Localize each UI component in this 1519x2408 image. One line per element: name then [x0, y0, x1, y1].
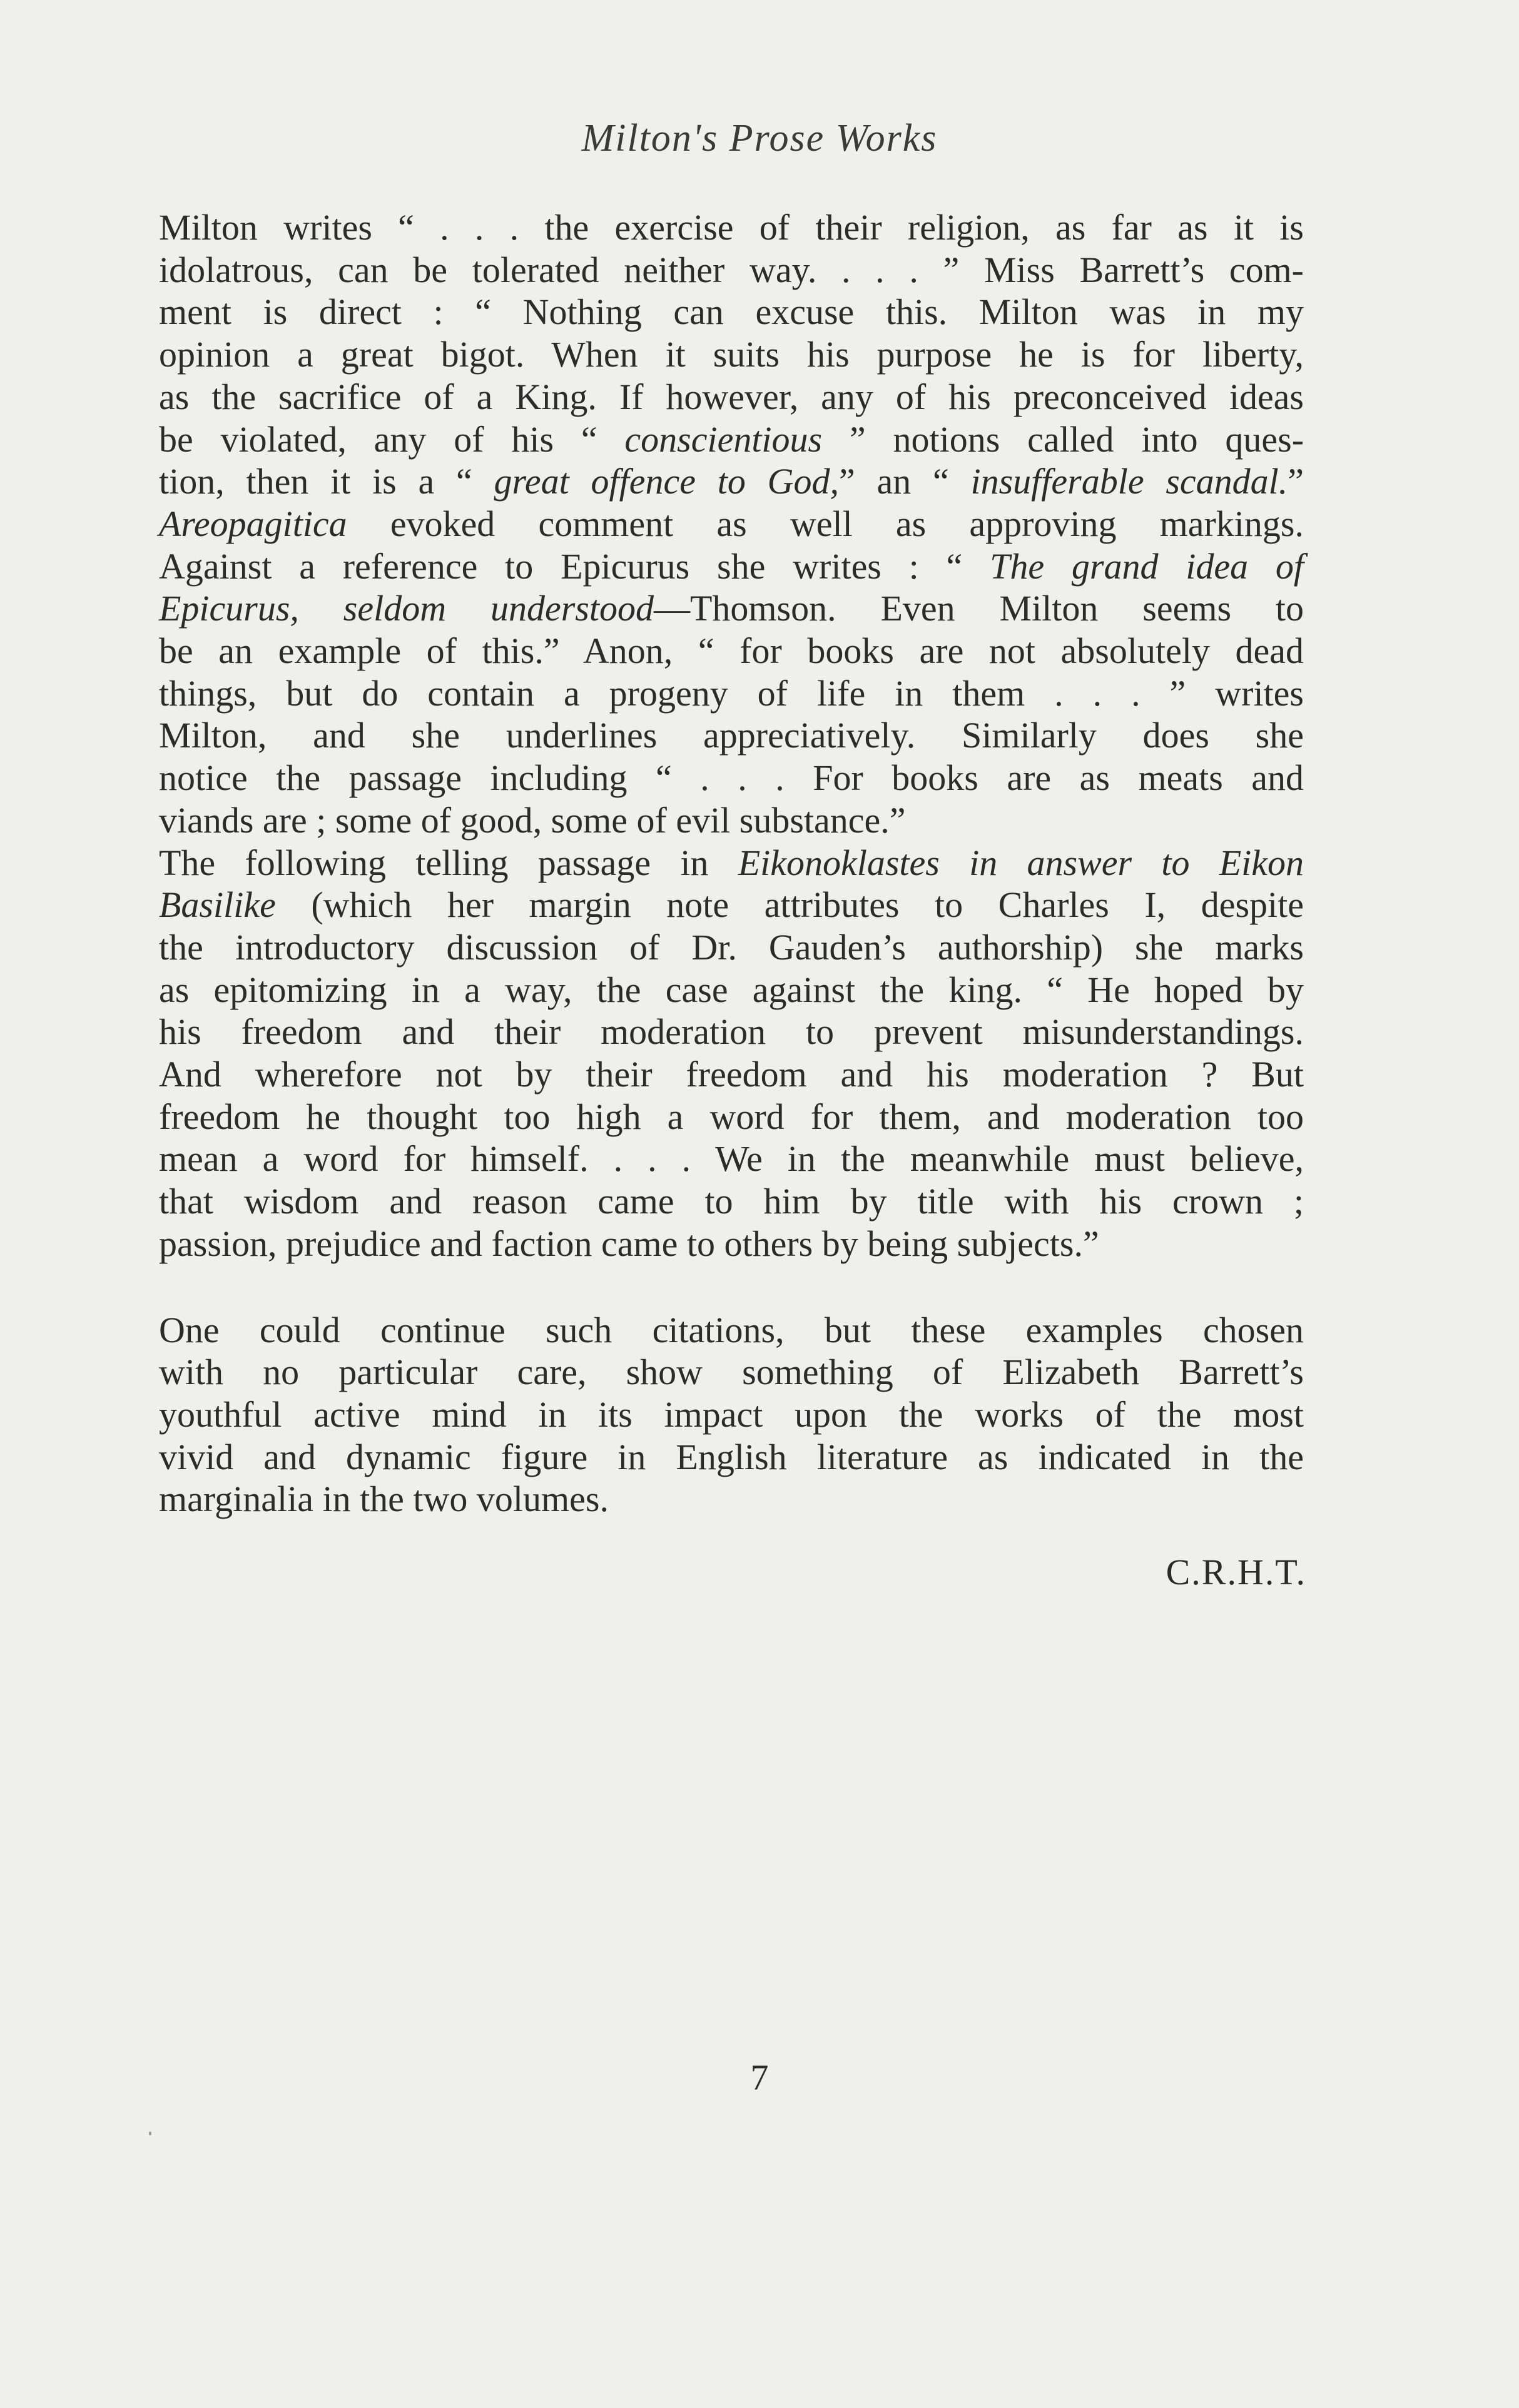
text-line: And wherefore not by their freedom and his moderation ? But — [159, 1054, 1304, 1095]
text-line: idolatrous, can be tolerated neither way. . . . ” Miss Barrett’s com- — [159, 249, 1304, 290]
text-line: tion, then it is a “ great offence to God,” an “ insufferable scandal.” — [159, 461, 1304, 502]
running-head: Milton's Prose Works — [581, 117, 938, 159]
text-line: Areopagitica evoked comment as well as approving markings. — [159, 503, 1304, 544]
text-line: Basilike (which her margin note attributes to Charles I, despite — [159, 884, 1304, 926]
text-line: his freedom and their moderation to prevent misunderstandings. — [159, 1011, 1304, 1053]
text-line: ment is direct : “ Nothing can excuse this. Milton was in my — [159, 291, 1304, 333]
text-line: mean a word for himself. . . . We in the meanwhile must believe, — [159, 1138, 1304, 1180]
text-line: Against a reference to Epicurus she writes : “ The grand idea of — [159, 545, 1304, 587]
text-line: vivid and dynamic figure in English literature as indicated in the — [159, 1436, 1304, 1477]
paragraph-3 — [159, 1309, 1304, 1521]
text-line: passion, prejudice and faction came to others by being subjects.” — [159, 1223, 1099, 1264]
text-line: the introductory discussion of Dr. Gauden’s authorship) she marks — [159, 926, 1304, 968]
text-line: opinion a great bigot. When it suits his purpose he is for liberty, — [159, 334, 1304, 375]
author-initials: C.R.H.T. — [1166, 1552, 1306, 1592]
text-line: that wisdom and reason came to him by title with his crown ; — [159, 1181, 1304, 1222]
text-line: marginalia in the two volumes. — [159, 1479, 609, 1520]
text-line: be violated, any of his “ conscientious ” notions called into ques- — [159, 418, 1304, 460]
paper-speck — [149, 2132, 151, 2135]
text-line: notice the passage including “ . . . For books are as meats and — [159, 757, 1304, 799]
body-text — [159, 206, 1304, 1520]
text-line: be an example of this.” Anon, “ for books are not absolutely dead — [159, 630, 1304, 672]
text-line: Milton, and she underlines appreciatively. Similarly does she — [159, 715, 1304, 756]
paragraph-1 — [159, 206, 1304, 842]
text-line: as the sacrifice of a King. If however, any of his preconceived ideas — [159, 376, 1304, 417]
text-line: things, but do contain a progeny of life in them . . . ” writes — [159, 672, 1304, 714]
text-line: as epitomizing in a way, the case against the king. “ He hoped by — [159, 969, 1304, 1010]
text-line: youthful active mind in its impact upon the works of the most — [159, 1394, 1304, 1435]
page-number: 7 — [750, 2057, 769, 2098]
text-line: One could continue such citations, but these examples chosen — [159, 1309, 1304, 1350]
text-line: Epicurus, seldom understood—Thomson. Even Milton seems to — [159, 588, 1304, 629]
text-line: Milton writes “ . . . the exercise of their religion, as far as it is — [159, 207, 1304, 248]
text-line: with no particular care, show something of Elizabeth Barrett’s — [159, 1352, 1304, 1393]
text-line: viands are ; some of good, some of evil substance.” — [159, 799, 906, 841]
text-line: The following telling passage in Eikonoklastes in answer to Eikon — [159, 842, 1304, 883]
text-line: freedom he thought too high a word for them, and moderation too — [159, 1096, 1304, 1137]
paragraph-2 — [159, 842, 1304, 1265]
